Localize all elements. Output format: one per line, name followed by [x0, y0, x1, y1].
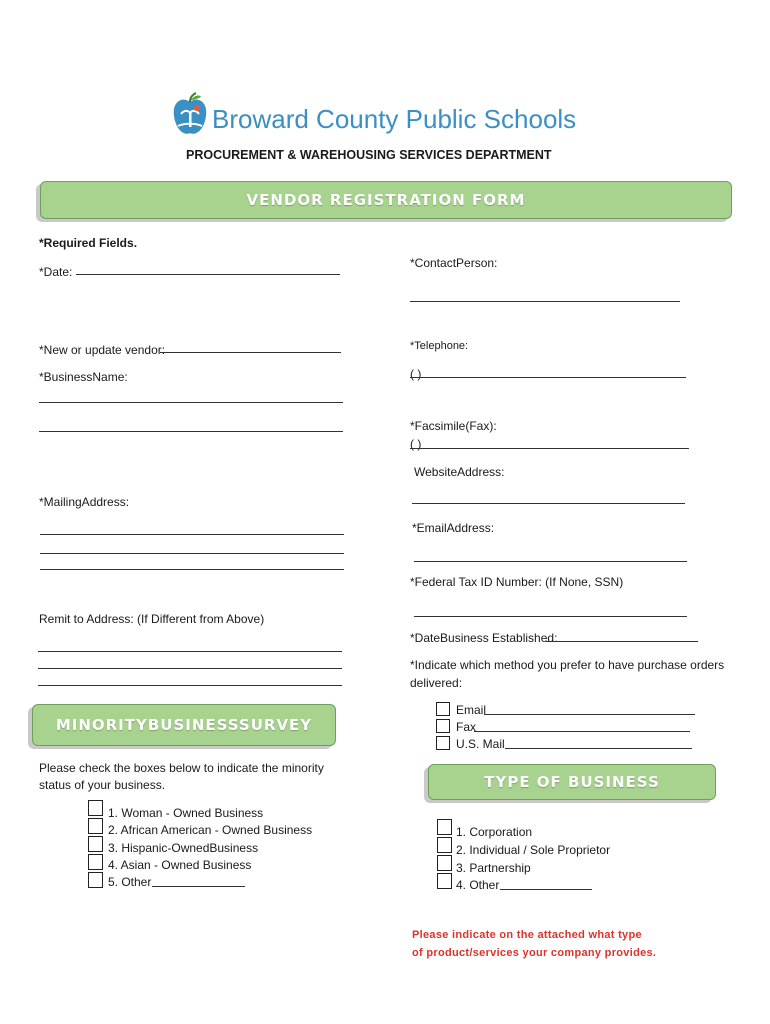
fax-area-code: ( )	[410, 437, 422, 451]
department-title: PROCUREMENT & WAREHOUSING SERVICES DEPARTMENT	[186, 148, 552, 162]
fax-label: *Facsimile(Fax):	[410, 419, 497, 433]
woman-owned-checkbox[interactable]	[88, 800, 103, 816]
form-title: VENDOR REGISTRATION FORM	[246, 191, 526, 209]
date-label: *Date:	[39, 265, 73, 279]
minority-instructions-2: status of your business.	[39, 778, 166, 792]
corporation-option: 1. Corporation	[456, 825, 533, 839]
website-field[interactable]	[412, 503, 685, 504]
business-name-label: *BusinessName:	[39, 370, 128, 384]
telephone-label: *Telephone:	[410, 340, 469, 352]
business-name-field-2[interactable]	[39, 431, 343, 432]
type-of-business-banner	[428, 764, 716, 800]
form-title-banner	[40, 181, 732, 219]
email-checkbox[interactable]	[436, 702, 450, 716]
brand-name: Broward County Public Schools	[212, 104, 577, 134]
mailing-address-field-2[interactable]	[40, 553, 344, 554]
remit-address-field-3[interactable]	[38, 685, 342, 686]
required-note: *Required Fields.	[39, 236, 138, 250]
sole-proprietor-checkbox[interactable]	[437, 837, 452, 853]
product-services-note-2: of product/services your company provides.	[412, 947, 657, 959]
telephone-area-code: ( )	[410, 367, 422, 381]
us-mail-option-field[interactable]	[505, 748, 692, 749]
type-of-business-title: TYPE OF BUSINESS	[484, 773, 660, 791]
hispanic-owned-checkbox[interactable]	[88, 836, 103, 852]
corporation-checkbox[interactable]	[437, 819, 452, 835]
african-american-owned-option: 2. African American - Owned Business	[108, 823, 313, 837]
telephone-field[interactable]	[410, 377, 686, 378]
remit-address-field-1[interactable]	[38, 651, 342, 652]
delivery-method-label: *Indicate which method you prefer to have purchase orders	[410, 658, 725, 672]
remit-address-field-2[interactable]	[38, 668, 342, 669]
other-minority-field[interactable]	[152, 886, 245, 887]
fax-option-field[interactable]	[474, 731, 690, 732]
email-option-field[interactable]	[484, 714, 695, 715]
mailing-address-field-1[interactable]	[40, 534, 344, 535]
contact-person-field[interactable]	[410, 301, 680, 302]
other-minority-option: 5. Other	[108, 875, 152, 889]
woman-owned-option: 1. Woman - Owned Business	[108, 806, 264, 820]
sole-proprietor-option: 2. Individual / Sole Proprietor	[456, 843, 611, 857]
minority-survey-title: MINORITYBUSINESSSURVEY	[55, 716, 313, 734]
mailing-address-label: *MailingAddress:	[39, 495, 130, 509]
hispanic-owned-option: 3. Hispanic-OwnedBusiness	[108, 841, 259, 855]
fax-checkbox[interactable]	[436, 719, 450, 733]
vendor-field[interactable]	[160, 352, 341, 353]
fax-field[interactable]	[410, 448, 689, 449]
us-mail-checkbox[interactable]	[436, 736, 450, 750]
date-field[interactable]	[76, 274, 340, 275]
other-business-field[interactable]	[500, 889, 592, 890]
website-label: WebsiteAddress:	[414, 465, 505, 479]
apple-palm-logo-icon	[170, 92, 210, 138]
email-address-label: *EmailAddress:	[412, 521, 495, 535]
email-option: Email	[456, 703, 487, 717]
mailing-address-field-3[interactable]	[40, 569, 344, 570]
remit-address-label: Remit to Address: (If Different from Above)	[39, 612, 265, 626]
asian-owned-checkbox[interactable]	[88, 854, 103, 870]
fax-option: Fax	[456, 720, 477, 734]
vendor-label: *New or update vendor:	[39, 343, 166, 357]
business-name-field-1[interactable]	[39, 402, 343, 403]
contact-person-label: *ContactPerson:	[410, 256, 498, 270]
african-american-owned-checkbox[interactable]	[88, 818, 103, 834]
other-minority-checkbox[interactable]	[88, 872, 103, 888]
minority-survey-banner	[32, 704, 336, 746]
other-business-option: 4. Other	[456, 878, 500, 892]
tax-id-label: *Federal Tax ID Number: (If None, SSN)	[410, 575, 624, 589]
delivery-method-label-2: delivered:	[410, 676, 463, 690]
product-services-note: Please indicate on the attached what type	[412, 929, 642, 941]
other-business-checkbox[interactable]	[437, 873, 452, 889]
school-logo	[170, 92, 210, 138]
asian-owned-option: 4. Asian - Owned Business	[108, 858, 252, 872]
email-address-field[interactable]	[414, 561, 687, 562]
tax-id-field[interactable]	[414, 616, 687, 617]
partnership-option: 3. Partnership	[456, 861, 531, 875]
date-established-label: *DateBusiness Established:	[410, 631, 558, 645]
us-mail-option: U.S. Mail	[456, 737, 505, 751]
partnership-checkbox[interactable]	[437, 855, 452, 871]
minority-instructions: Please check the boxes below to indicate the minority	[39, 761, 324, 775]
date-established-field[interactable]	[546, 641, 698, 642]
